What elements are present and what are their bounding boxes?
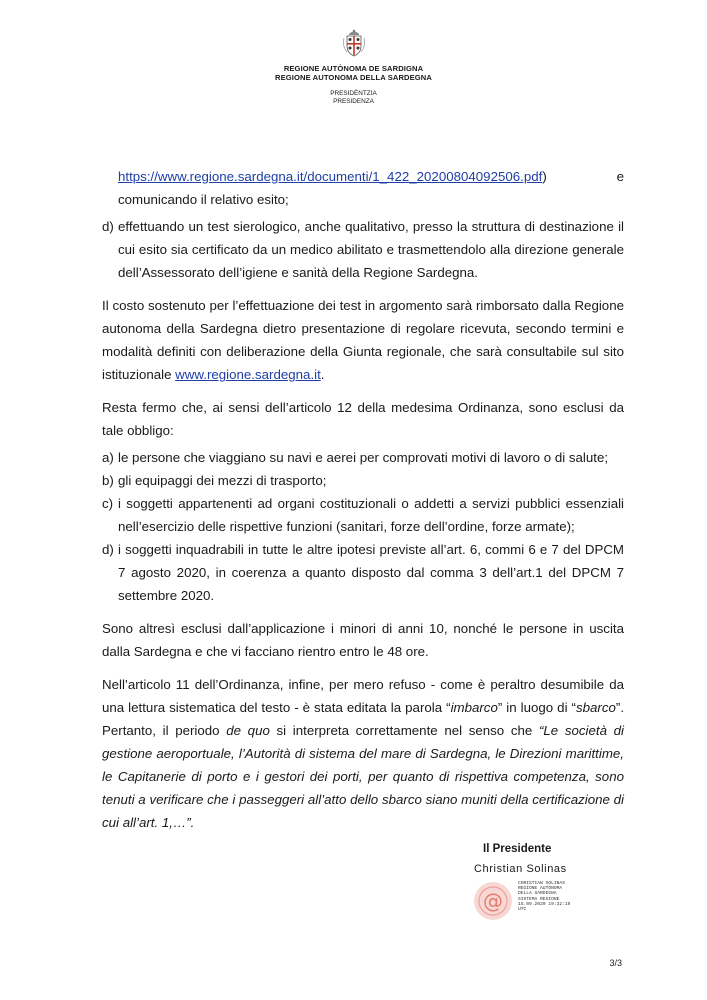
list-item: [102, 538, 624, 607]
paragraph-resta: Resta fermo che, ai sensi dell’articolo 12 della medesima Ordinanza, sono esclusi da tale obbligo:: [102, 400, 624, 438]
list-label: a): [102, 450, 114, 465]
digital-signature-stamp: [470, 877, 610, 923]
stamp-line: DELLA SARDEGNA: [518, 891, 557, 897]
list-text: le persone che viaggiano su navi e aerei per comprovati motivi di lavoro o di salute;: [118, 450, 609, 465]
pdf-link[interactable]: https://www.regione.sardegna.it/documenti/1_422_20200804092506.pdf: [118, 169, 543, 184]
stamp-line: REGIONE AUTONOMA: [518, 886, 563, 892]
list-text: effettuando un test sierologico, anche qualitativo, presso la struttura di destinazione il cui esito sia certificato da un medico abilitato e trasmettendolo alla direzione generale dell’Assessorato dell’igiene e sanità della Regione Sardegna.: [118, 219, 624, 280]
list-text: i soggetti inquadrabili in tutte le altre ipotesi previste all’art. 6, commi 6 e 7 del DPCM 7 agosto 2020, in coerenza a quanto disposto dal comma 3 dell’art.1 del DPCM 7 settembre 2020.: [118, 542, 624, 603]
exclusion-list: [102, 446, 624, 607]
page-number: 3/3: [609, 958, 622, 968]
document-body: [102, 165, 624, 834]
paragraph-cost: [102, 294, 624, 386]
text-segment: Nell’articolo 11 dell’Ordinanza, infine, per mero refuso - come è peraltro desumibile da una lettura sistematica del testo - è stata editata la parola “: [102, 677, 624, 715]
list-item-continuation: [102, 165, 624, 211]
stamp-line: CHRISTIAN SOLINAS: [518, 881, 565, 886]
word-sbarco: sbarco: [575, 700, 616, 715]
list-item: [102, 446, 624, 469]
text-segment: si interpreta correttamente nel senso che: [269, 723, 539, 738]
list-item-d-test: [102, 215, 624, 284]
coat-of-arms-icon: [341, 28, 367, 58]
list-item: [102, 469, 624, 492]
quoted-interpretation: “Le società di gestione aeroportuale, l’Autorità di sistema del mare di Sardegna, le Direzioni marittime, le Capitanerie di porto e i gestori dei porti, per quanto di rispettiva competenza, sono tenuti a verificare che i passeggeri all’atto dello sbarco siano muniti della certificazione di cui all’art. 1,…”.: [102, 723, 624, 830]
department-sardinian: PRESIDÈNTZIA: [330, 90, 377, 97]
signature-block: [470, 843, 610, 923]
paragraph-minori: Sono altresì esclusi dall’applicazione i minori di anni 10, nonché le persone in uscita dalla Sardegna e che vi facciano rientro entro le 48 ore.: [102, 621, 624, 659]
word-imbarco: imbarco: [450, 700, 498, 715]
text-segment: ” in luogo di “: [497, 700, 576, 715]
word-de-quo: de quo: [226, 723, 270, 738]
org-name-sardinian: REGIONE AUTÒNOMA DE SARDIGNA: [283, 64, 424, 73]
list-text: i soggetti appartenenti ad organi costituzionali o addetti a servizi pubblici essenziali nell’esercizio delle rispettive funzioni (sanitari, forze dell’ordine, forze armate);: [118, 496, 624, 534]
paragraph-art11: [102, 673, 624, 834]
text-segment: ”. Pertanto, il periodo: [102, 700, 625, 738]
stamp-line: 15.09.2020 19:32:19: [518, 901, 571, 907]
list-label: d): [102, 542, 114, 557]
signer-title: Il Presidente: [483, 843, 552, 855]
list-label: d): [102, 219, 114, 234]
stamp-text: [518, 881, 570, 912]
svg-text:@: @: [483, 889, 503, 913]
stamp-line: SISTEMA REGIONE: [518, 896, 560, 902]
list-item: [102, 492, 624, 538]
signature-seal-icon: [473, 881, 513, 921]
continuation-text: ) e comunicando il relativo esito;: [118, 169, 624, 207]
stamp-line: UTC: [518, 907, 527, 913]
paragraph-text: Il costo sostenuto per l’effettuazione dei test in argomento sarà rimborsato dalla Regione autonoma della Sardegna dietro presentazione di regolare ricevuta, secondo termini e modalità definiti con deliberazione della Giunta regionale, che sarà consultabile sul sito istituzionale: [102, 298, 624, 382]
website-link[interactable]: www.regione.sardegna.it: [175, 367, 321, 382]
letterhead: [0, 28, 707, 106]
org-name-italian: REGIONE AUTONOMA DELLA SARDEGNA: [275, 73, 432, 82]
list-label: b): [102, 473, 114, 488]
department-italian: PRESIDENZA: [333, 98, 374, 105]
signer-name: Christian Solinas: [474, 863, 567, 875]
list-text: gli equipaggi dei mezzi di trasporto;: [118, 473, 327, 488]
list-label: c): [102, 496, 114, 511]
period: .: [320, 367, 325, 382]
